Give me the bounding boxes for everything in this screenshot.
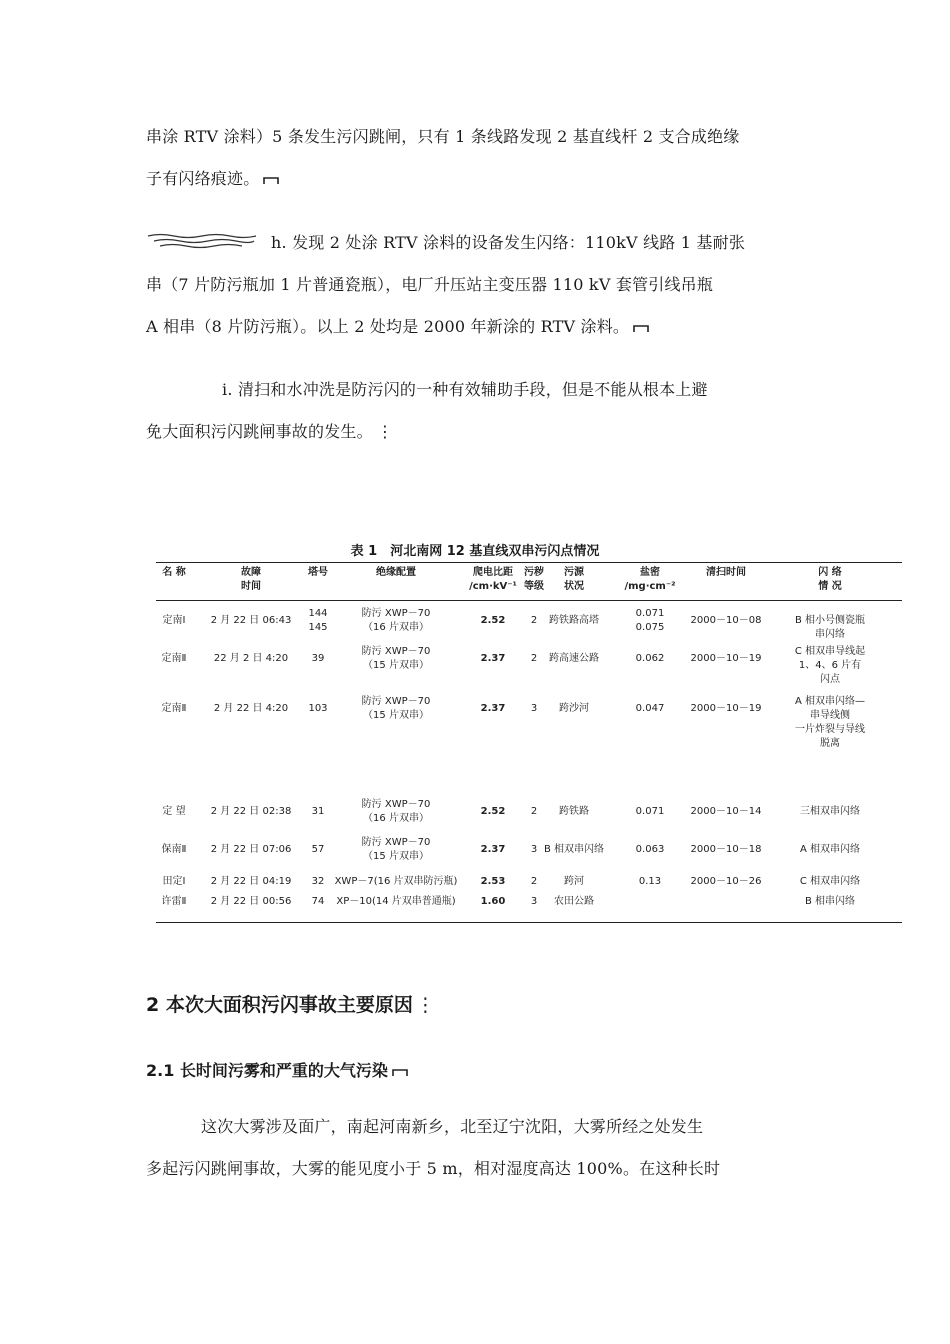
table-cell-insulation: 防污 XWP－70 （16 片双串）	[361, 799, 431, 824]
table-cell-pollution-level: 2	[530, 806, 538, 817]
table-cell-source: 农田公路	[554, 896, 594, 907]
table-cell-time: 2 月 22 日 4:20	[213, 703, 289, 714]
table-top-rule	[156, 562, 902, 563]
paragraph-mark-icon	[263, 175, 279, 185]
table-cell-cleaning-time: 2000－10－18	[690, 844, 762, 855]
table-cell-flashover: A 相双串闪络	[799, 844, 861, 855]
table-cell-source: 跨铁路	[559, 806, 589, 817]
table-header-creepage: 爬电比距 /cm·kV⁻¹	[469, 567, 517, 592]
table-cell-salt-density: 0.063	[635, 844, 665, 855]
table-cell-cleaning-time: 2000－10－19	[690, 653, 762, 664]
table-cell-time: 2 月 22 日 07:06	[210, 844, 292, 855]
table-cell-cleaning-time: 2000－10－08	[690, 615, 762, 626]
table-header-flashover: 闪 络 情 况	[818, 567, 842, 592]
table-cell-tower: 57	[311, 844, 325, 855]
table-cell-pollution-level: 3	[530, 896, 538, 907]
table-cell-creepage: 2.37	[480, 653, 506, 664]
table-header-cleaning-time: 清扫时间	[706, 567, 746, 578]
table-cell-tower: 103	[308, 703, 328, 714]
text-line: 子有闪络痕迹。	[146, 158, 740, 200]
text-line: h. 发现 2 处涂 RTV 涂料的设备发生闪络：110kV 线路 1 基耐张	[271, 233, 746, 252]
table-cell-source: 跨河	[564, 876, 584, 887]
table-cell-insulation: XP－10(14 片双串普通瓶)	[336, 896, 456, 907]
table-cell-flashover: C 相双串闪络	[799, 876, 861, 887]
table-cell-cleaning-time: 2000－10－26	[690, 876, 762, 887]
table-cell-time: 2 月 22 日 00:56	[210, 896, 292, 907]
table-cell-name: 保南Ⅱ	[161, 844, 187, 855]
text-line: 免大面积污闪跳闸事故的发生。 ⋮	[146, 422, 394, 441]
table-cell-insulation: 防污 XWP－70 （15 片双串）	[361, 837, 431, 862]
table-cell-name: 定南Ⅱ	[161, 653, 187, 664]
table-cell-pollution-level: 2	[530, 876, 538, 887]
paragraph-mark-icon	[392, 1067, 408, 1077]
table-title: 表 1 河北南网 12 基直线双串污闪点情况	[350, 544, 600, 559]
paragraph-3	[146, 369, 708, 453]
table-cell-creepage: 2.37	[480, 703, 506, 714]
text-line: 串（7 片防污瓶加 1 片普通瓷瓶），电厂升压站主变压器 110 kV 套管引线吊瓶	[146, 275, 714, 294]
table-cell-cleaning-time: 2000－10－14	[690, 806, 762, 817]
paragraph-mark-icon	[633, 323, 649, 333]
table-cell-flashover: 三相双串闪络	[800, 806, 860, 817]
table-cell-tower: 39	[311, 653, 325, 664]
paragraph-2	[146, 222, 745, 348]
table-cell-salt-density: 0.071	[635, 806, 665, 817]
table-cell-source: 跨铁路高塔	[549, 615, 599, 626]
vertical-ellipsis-icon: ⋮	[415, 994, 435, 1016]
table-cell-flashover: C 相双串导线起 1、4、6 片有闪点	[794, 646, 866, 685]
table-cell-name: 田定Ⅰ	[162, 876, 186, 887]
table-cell-pollution-level: 2	[530, 615, 538, 626]
table-cell-salt-density: 0.047	[635, 703, 665, 714]
vertical-ellipsis-icon: ⋮	[376, 422, 394, 441]
table-cell-source: 跨沙河	[559, 703, 589, 714]
table-cell-creepage: 2.52	[480, 615, 506, 626]
table-cell-insulation: 防污 XWP－70 （16 片双串）	[361, 608, 431, 633]
table-cell-creepage: 1.60	[480, 896, 506, 907]
table-header-source: 污源 状况	[564, 567, 584, 592]
subsection-heading: 2.1 长时间污雾和严重的大气污染	[146, 1058, 408, 1081]
table-cell-tower: 74	[311, 896, 325, 907]
table-cell-salt-density: 0.062	[635, 653, 665, 664]
section-heading: 2 本次大面积污闪事故主要原因 ⋮	[146, 994, 435, 1016]
table-cell-salt-density: 0.13	[638, 876, 662, 887]
table-cell-source: B 相双串闪络	[543, 844, 605, 855]
table-cell-creepage: 2.52	[480, 806, 506, 817]
table-cell-name: 定南Ⅱ	[161, 703, 187, 714]
table-cell-flashover: B 相串闪络	[804, 896, 856, 907]
table-cell-tower: 144 145	[308, 608, 328, 633]
text-line: 串涂 RTV 涂料）5 条发生污闪跳闸，只有 1 条线路发现 2 基直线杆 2 支合成绝缘	[146, 127, 740, 146]
table-cell-creepage: 2.53	[480, 876, 506, 887]
table-header-insulation: 绝缘配置	[376, 567, 416, 578]
table-cell-creepage: 2.37	[480, 844, 506, 855]
paragraph-4	[146, 1106, 720, 1190]
table-header-salt-density: 盐密 /mg·cm⁻²	[624, 567, 676, 592]
table-cell-tower: 32	[311, 876, 325, 887]
table-cell-time: 22 月 2 日 4:20	[213, 653, 289, 664]
table-header-time: 故障 时间	[241, 567, 261, 592]
table-cell-insulation: XWP－7(16 片双串防污瓶)	[334, 876, 458, 887]
table-cell-flashover: B 相小号侧瓷瓶串闪络	[794, 615, 866, 640]
table-cell-tower: 31	[311, 806, 325, 817]
table-cell-insulation: 防污 XWP－70 （15 片双串）	[361, 646, 431, 671]
table-cell-salt-density: 0.071 0.075	[635, 608, 665, 633]
paragraph-1	[146, 116, 740, 200]
table-cell-cleaning-time: 2000－10－19	[690, 703, 762, 714]
table-cell-pollution-level: 3	[530, 844, 538, 855]
table-cell-time: 2 月 22 日 04:19	[210, 876, 292, 887]
table-cell-insulation: 防污 XWP－70 （15 片双串）	[361, 696, 431, 721]
table-cell-pollution-level: 3	[530, 703, 538, 714]
table-cell-name: 定南Ⅰ	[162, 615, 186, 626]
table-cell-name: 定 望	[162, 806, 186, 817]
table-cell-pollution-level: 2	[530, 653, 538, 664]
table-header-name: 名 称	[162, 567, 186, 578]
text-line: 多起污闪跳闸事故，大雾的能见度小于 5 m，相对湿度高达 100%。在这种长时	[146, 1159, 721, 1178]
text-line: i. 清扫和水冲洗是防污闪的一种有效辅助手段，但是不能从根本上避	[222, 380, 708, 399]
table-cell-time: 2 月 22 日 06:43	[210, 615, 292, 626]
table-header-rule	[156, 600, 902, 601]
text-line: 这次大雾涉及面广，南起河南新乡，北至辽宁沈阳，大雾所经之处发生	[201, 1117, 704, 1136]
table-header-tower: 塔号	[308, 567, 328, 578]
table-header-pollution-level: 污秽 等级	[524, 567, 544, 592]
table-cell-time: 2 月 22 日 02:38	[210, 806, 292, 817]
table-bottom-rule	[156, 922, 902, 923]
table-cell-source: 跨高速公路	[549, 653, 599, 664]
text-line: A 相串（8 片防污瓶）。以上 2 处均是 2000 年新涂的 RTV 涂料。	[146, 306, 745, 348]
table-cell-flashover: A 相双串闪络—串导线侧 一片炸裂与导线脱离	[794, 696, 866, 749]
table-cell-name: 许雷Ⅱ	[161, 896, 187, 907]
